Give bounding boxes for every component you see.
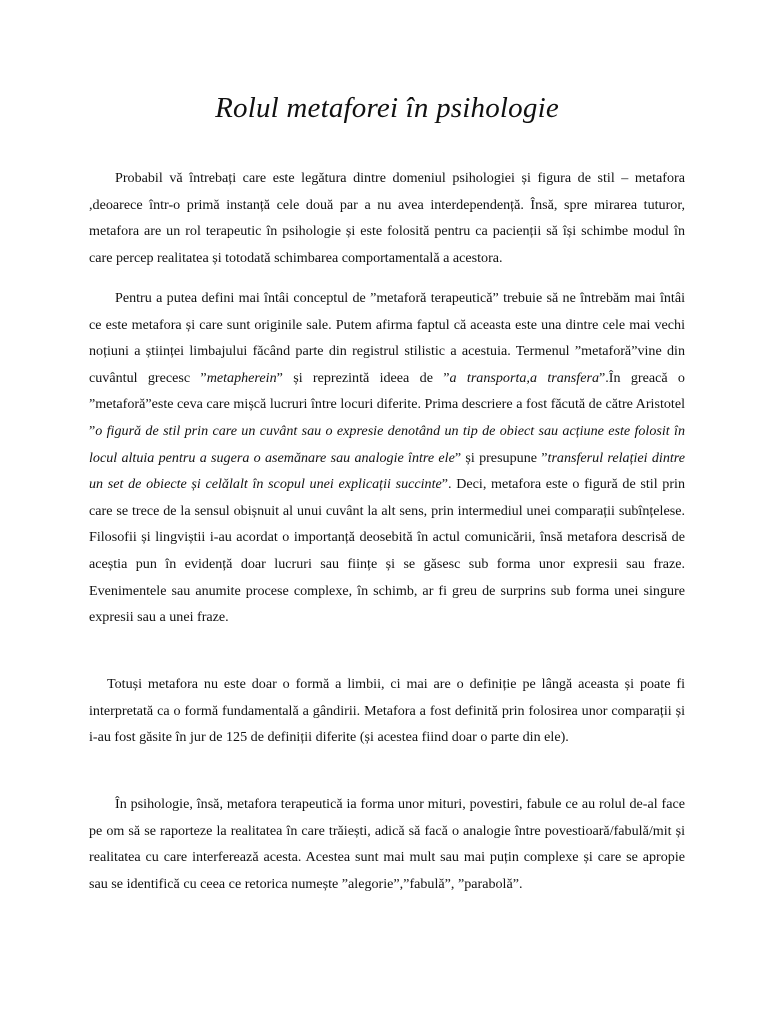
paragraph-4: [89, 791, 685, 897]
paragraph-2-text: Pentru a putea defini mai întâi conceptul de ”metaforă terapeutică” trebuie să ne întrebăm mai întâi ce este metafora și care sunt originile sale. Putem afirma faptul că aceasta este una dintre cele mai vechi noțiuni a științei limbajului făcând parte din registrul stilistic a acestuia. Termenul ”metaforă”vine din cuvântul grecesc ”: [89, 290, 685, 386]
paragraph-3: [89, 671, 685, 751]
paragraph-2: [89, 285, 685, 631]
page-title: Rolul metaforei în psihologie: [215, 92, 559, 124]
transfer-quote: transferul relației dintre un set de obiecte și celălalt în scopul unei explicații succinte: [89, 449, 686, 493]
paragraph-2-text: ” și presupune ”: [454, 449, 548, 466]
paragraph-2-text: ” și reprezintă ideea de ”: [276, 369, 450, 386]
paragraph-4-text: În psihologie, însă, metafora terapeutică ia forma unor mituri, povestiri, fabule ce au rolul de-al face pe om să se raporteze la realitatea în care trăiești, adică să facă o analogie între povestioară/fabulă/mit și realitatea cu care interferează acesta. Acestea sunt mai mult sau mai puțin complexe și care se apropie sau se identifică cu ceea ce retorica numește ”alegorie”,”fabulă”, ”parabolă”.: [89, 796, 685, 892]
paragraph-1: [89, 165, 685, 271]
paragraph-1-text: Probabil vă întrebați care este legătura dintre domeniul psihologiei și figura de stil – metafora ,deoarece într-o primă instanță cele două par a nu avea interdependență. Însă, spre mirarea tuturor, metafora are un rol terapeutic în psihologie și este folosită pentru ca pacienții să își schimbe modul în care percep realitatea și totodată schimbarea comportamentală a acestora.: [89, 170, 685, 266]
paragraph-2-text: ”. Deci, metafora este o figură de stil prin care se trece de la sensul obișnuit al unui cuvânt la alt sens, prin intermediul unei comparații subînțelese. Filosofii și lingviștii i-au acordat o importanță deosebită în actul comunicării, însă metafora descrisă de aceștia pun în evidență doar lucruri sau ființe și se găsesc sub forma unor expresii sau fraze. Evenimentele sau anumite procese complexe, în schimb, ar fi greu de surprins sub forma unei singure expresii sau a unei fraze.: [89, 476, 685, 626]
paragraph-3-text: Totuși metafora nu este doar o formă a limbii, ci mai are o definiție pe lângă aceasta și poate fi interpretată ca o formă fundamentală a gândirii. Metafora a fost definită prin folosirea unor comparații și i-au fost găsite în jur de 125 de definiții diferite (și acestea fiind doar o parte din ele).: [89, 676, 685, 746]
term-a-transporta: a transporta,a transfera: [449, 369, 599, 386]
term-metapherein: metapherein: [206, 369, 277, 386]
paragraph-2-text: ”.În greacă o ”metaforă”este ceva care mișcă lucruri între locuri diferite. Prima descriere a fost făcută de către Aristotel ”: [89, 369, 685, 439]
aristotle-quote: o figură de stil prin care un cuvânt sau o expresie denotând un tip de obiect sau acțiune este folosit în locul altuia pentru a sugera o asemănare sau analogie între ele: [89, 422, 685, 466]
